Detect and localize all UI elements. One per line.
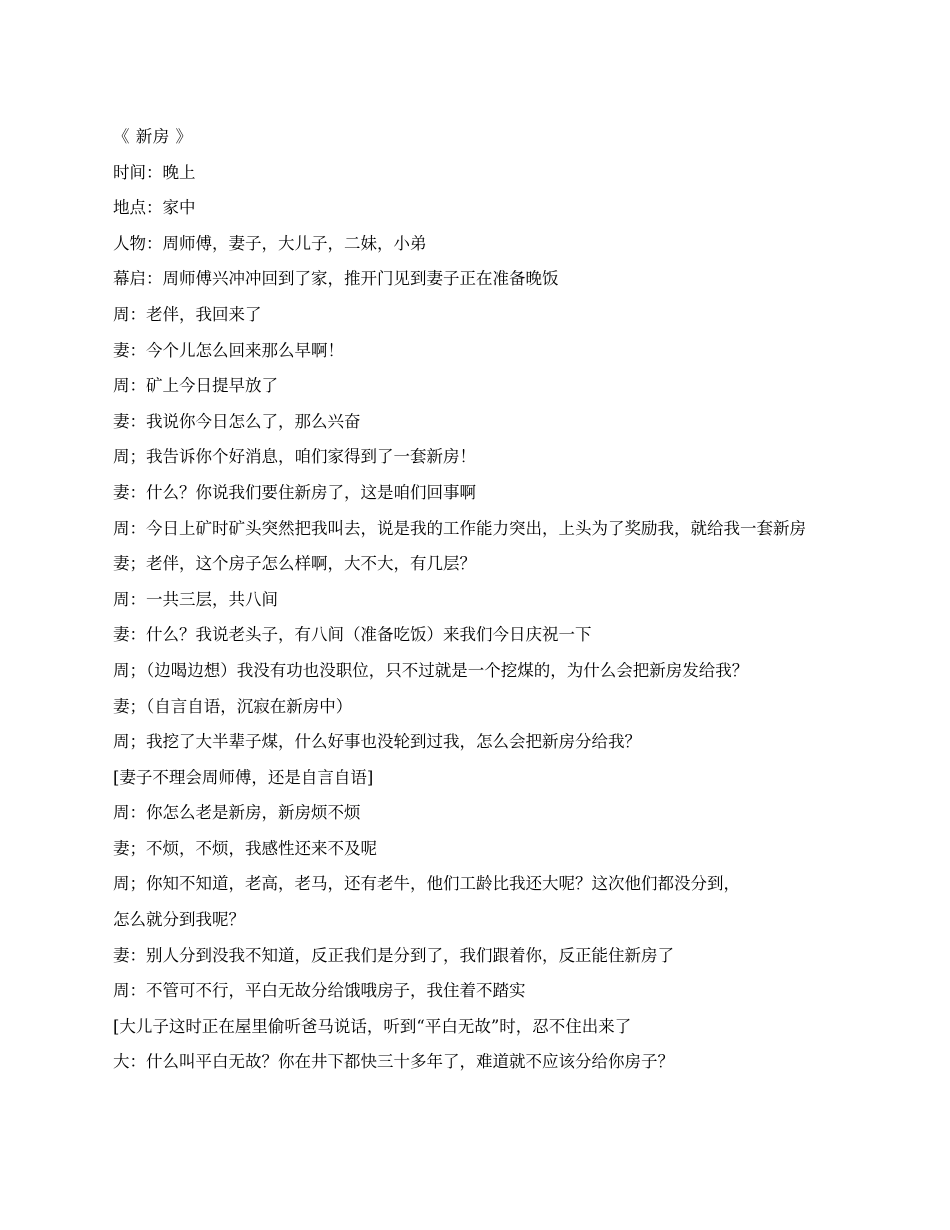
- dialogue-line: 周：矿上今日提早放了: [113, 376, 278, 396]
- dialogue-line: 周；（边喝边想）我没有功也没职位，只不过就是一个挖煤的，为什么会把新房发给我？: [113, 660, 749, 680]
- dialogue-line: 周：老伴，我回来了: [113, 304, 262, 324]
- text-line-characters: 人物：周师傅，妻子，大儿子，二妹，小弟: [113, 233, 427, 253]
- dialogue-line: 周；我挖了大半辈子煤，什么好事也没轮到过我，怎么会把新房分给我？: [113, 732, 641, 752]
- dialogue-line: 周：你怎么老是新房，新房烦不烦: [113, 803, 361, 823]
- dialogue-line: 妻：我说你今日怎么了，那么兴奋: [113, 411, 361, 431]
- dialogue-line: 周：今日上矿时矿头突然把我叫去，说是我的工作能力突出，上头为了奖励我，就给我一套新房: [113, 518, 806, 538]
- dialogue-line: 妻：今个儿怎么回来那么早啊！: [113, 340, 344, 360]
- dialogue-line: 妻：什么？你说我们要住新房了，这是咱们回事啊: [113, 482, 476, 502]
- text-line-time: 时间：晚上: [113, 162, 196, 182]
- stage-direction: [大儿子这时正在屋里偷听爸马说话，听到“平白无故”时，忍不住出来了: [113, 1016, 632, 1036]
- dialogue-line: 妻；（自言自语，沉寂在新房中）: [113, 696, 353, 716]
- dialogue-line: 周；你知不知道，老高，老马，还有老牛，他们工龄比我还大呢？这次他们都没分到，: [113, 874, 740, 894]
- dialogue-line: 妻：别人分到没我不知道，反正我们是分到了，我们跟着你，反正能住新房了: [113, 945, 674, 965]
- dialogue-line: 妻；老伴，这个房子怎么样啊，大不大，有几层？: [113, 554, 476, 574]
- dialogue-line: 周：不管可不行，平白无故分给饿哦房子，我住着不踏实: [113, 981, 526, 1001]
- script-text: [113, 126, 843, 1087]
- stage-direction: [妻子不理会周师傅，还是自言自语]: [113, 767, 374, 787]
- dialogue-line: 周：一共三层，共八间: [113, 589, 278, 609]
- dialogue-line: 妻；不烦，不烦，我感性还来不及呢: [113, 838, 377, 858]
- text-line-curtain: 幕启：周师傅兴冲冲回到了家，推开门见到妻子正在准备晚饭: [113, 269, 559, 289]
- dialogue-line: 妻：什么？我说老头子，有八间（准备吃饭）来我们今日庆祝一下: [113, 625, 592, 645]
- text-line-place: 地点：家中: [113, 198, 196, 218]
- dialogue-line: 大：什么叫平白无故？你在井下都快三十多年了，难道就不应该分给你房子？: [113, 1052, 674, 1072]
- dialogue-line: 周；我告诉你个好消息，咱们家得到了一套新房！: [113, 447, 476, 467]
- script-title: 《 新房 》: [113, 127, 193, 146]
- dialogue-line: 怎么就分到我呢？: [113, 910, 245, 930]
